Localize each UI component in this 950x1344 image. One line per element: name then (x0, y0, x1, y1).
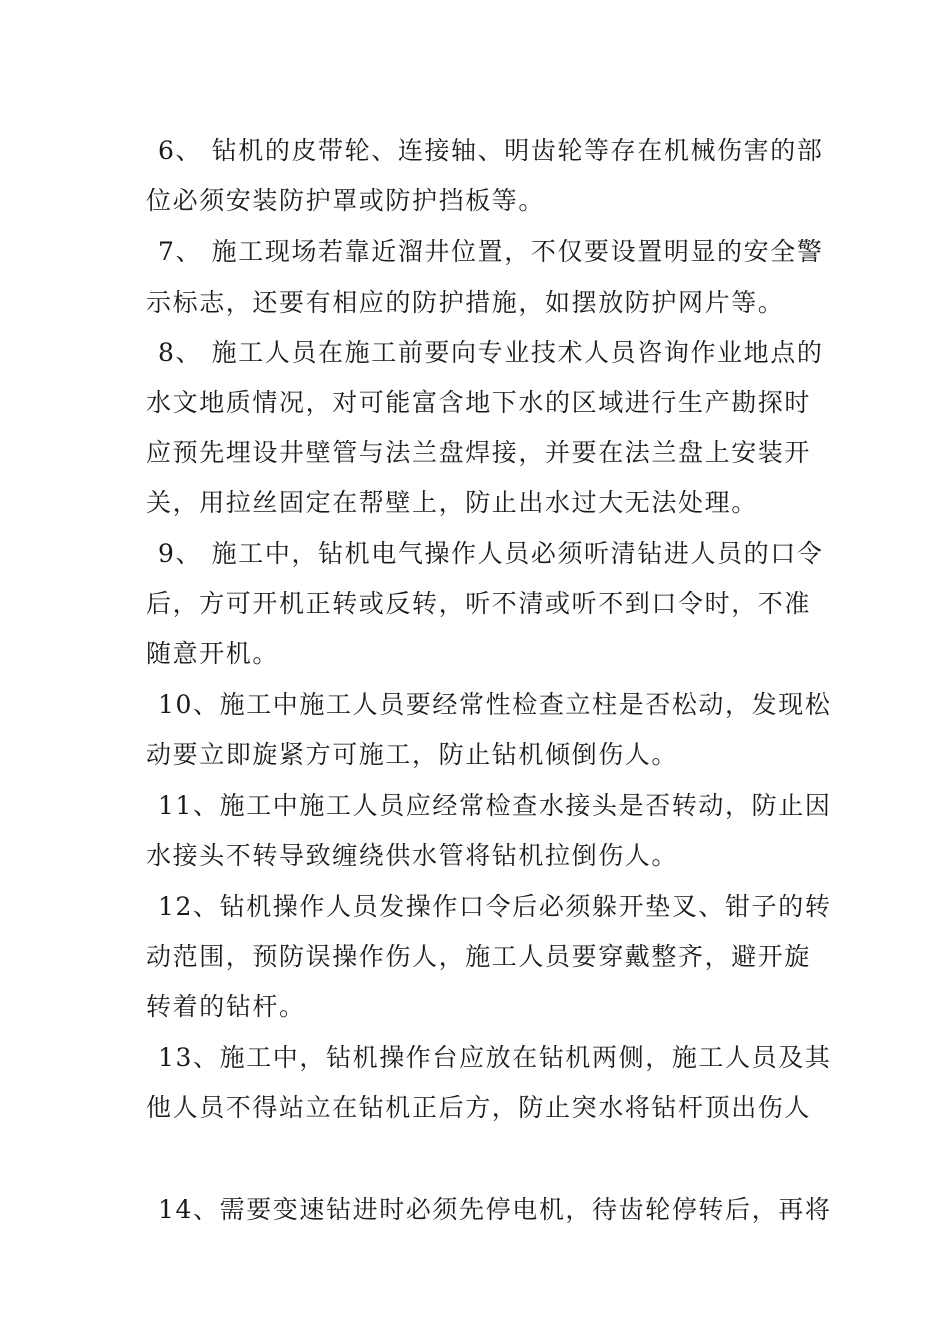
item-13-line-1: 13、施工中，钻机操作台应放在钻机两侧，施工人员及其 (158, 1043, 832, 1072)
item-10-line-1: 10、施工中施工人员要经常性检查立柱是否松动，发现松 (158, 690, 832, 719)
item-8-line-2: 水文地质情况，对可能富含地下水的区域进行生产勘探时 (146, 388, 812, 417)
item-13-line-2: 他人员不得站立在钻机正后方，防止突水将钻杆顶出伤人 (146, 1093, 812, 1122)
item-12-line-1: 12、钻机操作人员发操作口令后必须躲开垫叉、钳子的转 (158, 892, 832, 921)
item-9-line-1: 9、 施工中，钻机电气操作人员必须听清钻进人员的口令 (158, 539, 824, 568)
item-8-line-1: 8、 施工人员在施工前要向专业技术人员咨询作业地点的 (158, 338, 824, 367)
item-7-line-2: 示标志，还要有相应的防护措施，如摆放防护网片等。 (146, 288, 785, 317)
item-6-line-1: 6、 钻机的皮带轮、连接轴、明齿轮等存在机械伤害的部 (158, 136, 824, 165)
item-8-line-4: 关，用拉丝固定在帮壁上，防止出水过大无法处理。 (146, 488, 758, 517)
item-12-line-2: 动范围，预防误操作伤人，施工人员要穿戴整齐，避开旋 (146, 942, 812, 971)
item-8-line-3: 应预先埋设井壁管与法兰盘焊接，并要在法兰盘上安装开 (146, 438, 812, 467)
item-9-line-2: 后，方可开机正转或反转，听不清或听不到口令时，不准 (146, 589, 812, 618)
item-10-line-2: 动要立即旋紧方可施工，防止钻机倾倒伤人。 (146, 740, 679, 769)
item-6-line-2: 位必须安装防护罩或防护挡板等。 (146, 186, 546, 215)
item-14-line-1: 14、需要变速钻进时必须先停电机，待齿轮停转后，再将 (158, 1195, 832, 1224)
item-7-line-1: 7、 施工现场若靠近溜井位置，不仅要设置明显的安全警 (158, 237, 824, 266)
item-11-line-2: 水接头不转导致缠绕供水管将钻机拉倒伤人。 (146, 841, 679, 870)
item-9-line-3: 随意开机。 (146, 639, 280, 668)
item-11-line-1: 11、施工中施工人员应经常检查水接头是否转动，防止因 (158, 791, 832, 820)
item-12-line-3: 转着的钻杆。 (146, 992, 306, 1021)
